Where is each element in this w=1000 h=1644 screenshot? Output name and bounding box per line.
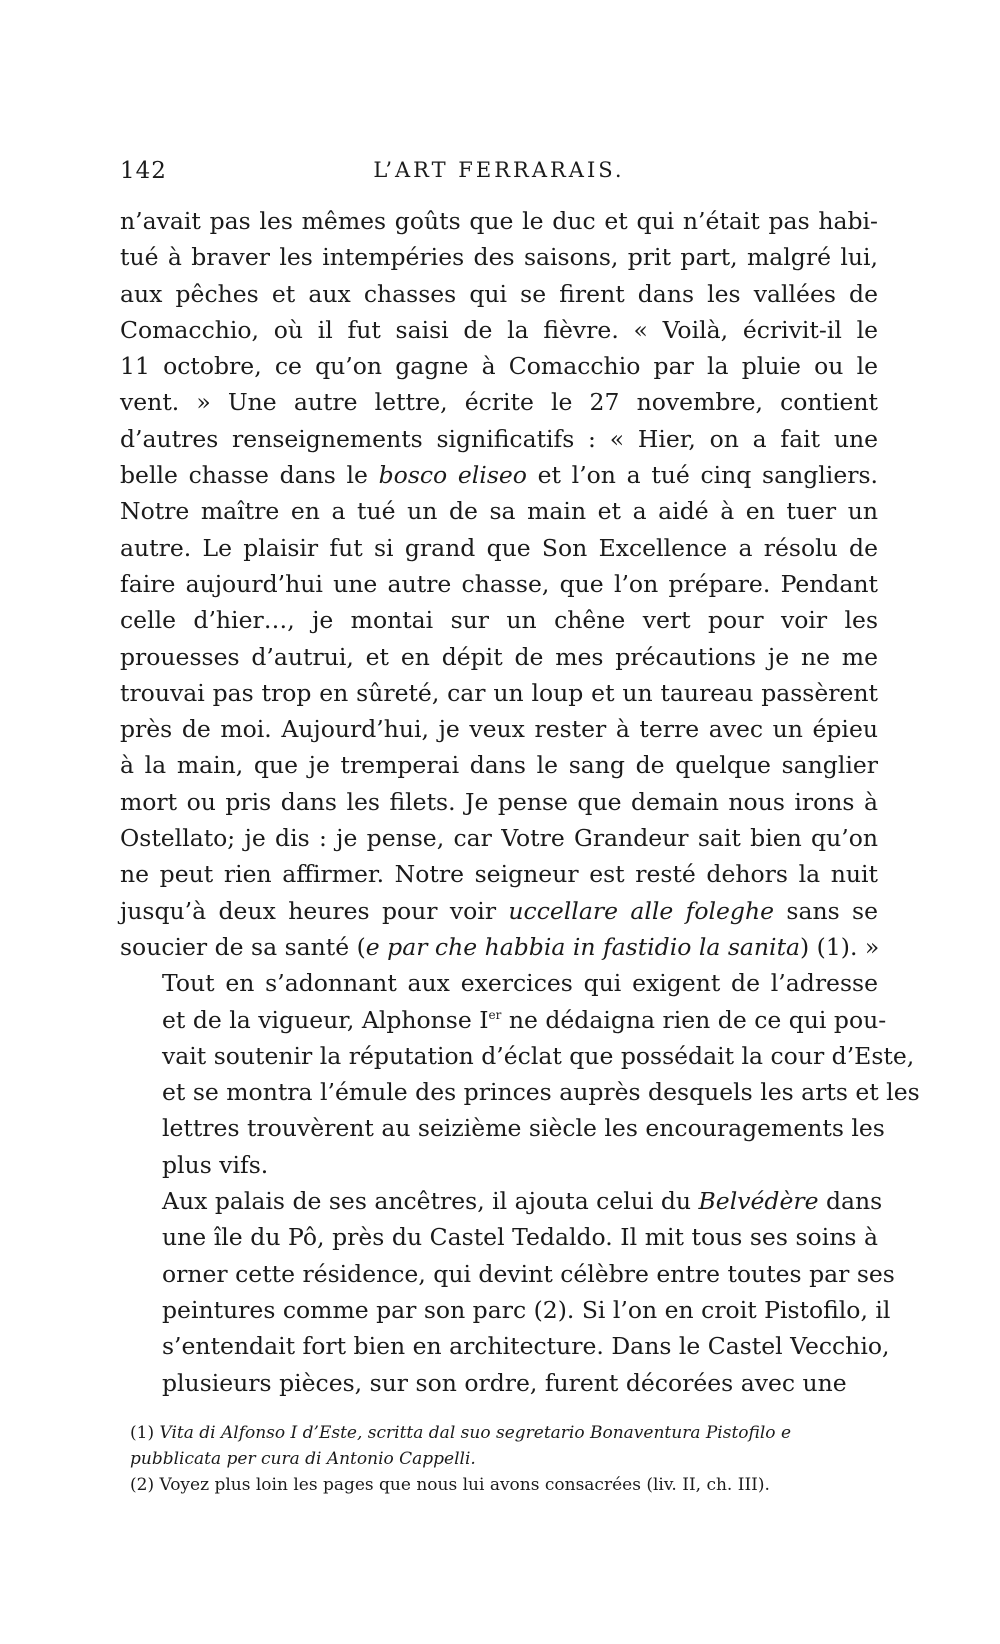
text-line: (1) Vita di Alfonso I d’Este, scritta dal suo segretario Bonaventura Pistofilo e (130, 1423, 791, 1443)
text-line: autre. Le plaisir fut si grand que Son Excellence a résolu de (120, 533, 878, 562)
body-text (120, 203, 920, 1401)
text-line: jusqu’à deux heures pour voir uccellare alle foleghe sans se (120, 896, 878, 925)
text-line: n’avait pas les mêmes goûts que le duc et qui n’était pas habi- (120, 207, 878, 235)
superscript: er (488, 1007, 502, 1022)
text-line: vent. » Une autre lettre, écrite le 27 novembre, contient (120, 388, 878, 417)
text-line: et se montra l’émule des princes auprès desquels les arts et les (162, 1078, 920, 1107)
paragraph (120, 1183, 895, 1401)
text-line: à la main, que je tremperai dans le sang de quelque sanglier (120, 751, 878, 780)
paragraph (120, 965, 920, 1183)
text-line: prouesses d’autrui, et en dépit de mes précautions je ne me (120, 642, 878, 671)
text-line: d’autres renseignements significatifs : « Hier, on a fait une (120, 424, 878, 453)
text-line: (2) Voyez plus loin les pages que nous lui avons consacrées (liv. II, ch. III). (130, 1475, 770, 1495)
page-number: 142 (120, 158, 167, 184)
text-line: plus vifs. (162, 1150, 269, 1179)
text-line: s’entendait fort bien en architecture. Dans le Castel Vecchio, (162, 1332, 890, 1361)
italic-text: e par che habbia in fastidio la sanita (365, 932, 801, 961)
footnotes (130, 1420, 878, 1498)
footnote (130, 1472, 878, 1498)
text-line: lettres trouvèrent au seizième siècle les encouragements les (162, 1114, 885, 1143)
italic-text: bosco eliseo (378, 461, 527, 490)
text-line: faire aujourd’hui une autre chasse, que l’on prépare. Pendant (120, 569, 878, 598)
italic-text: uccellare alle foleghe (508, 896, 775, 925)
text-line: celle d’hier…, je montai sur un chêne vert pour voir les (120, 606, 878, 635)
text-line: et de la vigueur, Alphonse Ier ne dédaigna rien de ce qui pou- (162, 1005, 887, 1034)
text-line: mort ou pris dans les filets. Je pense que demain nous irons à (120, 787, 878, 816)
text-line: tué à braver les intempéries des saisons, prit part, malgré lui, (120, 243, 878, 272)
text-line: Tout en s’adonnant aux exercices qui exigent de l’adresse (162, 969, 878, 998)
text-line: belle chasse dans le bosco eliseo et l’on a tué cinq sangliers. (120, 461, 878, 490)
text-line: Notre maître en a tué un de sa main et a aidé à en tuer un (120, 497, 878, 526)
italic-text: Belvédère (698, 1187, 819, 1216)
italic-text: pubblicata per cura di Antonio Cappelli. (130, 1449, 476, 1469)
paragraph (120, 203, 878, 965)
running-title: L’ART FERRARAIS. (373, 158, 625, 182)
text-line: orner cette résidence, qui devint célèbre entre toutes par ses (162, 1259, 895, 1288)
text-line: peintures comme par son parc (2). Si l’on en croit Pistofilo, il (162, 1295, 891, 1324)
text-line: plusieurs pièces, sur son ordre, furent décorées avec une (162, 1368, 847, 1397)
text-line (130, 1446, 878, 1472)
text-line: ne peut rien affirmer. Notre seigneur est resté dehors la nuit (120, 860, 878, 889)
footnote (130, 1420, 878, 1472)
text-line: aux pêches et aux chasses qui se firent dans les vallées de (120, 279, 878, 308)
text-line: près de moi. Aujourd’hui, je veux rester à terre avec un épieu (120, 715, 878, 744)
running-header (120, 158, 878, 188)
text-line: Ostellato; je dis : je pense, car Votre Grandeur sait bien qu’on (120, 824, 878, 853)
text-line: une île du Pô, près du Castel Tedaldo. Il mit tous ses soins à (162, 1223, 878, 1252)
text-line: 11 octobre, ce qu’on gagne à Comacchio par la pluie ou le (120, 352, 878, 381)
text-line: soucier de sa santé (e par che habbia in fastidio la sanita) (1). » (120, 932, 880, 961)
text-line: trouvai pas trop en sûreté, car un loup et un taureau passèrent (120, 678, 878, 707)
text-line: Aux palais de ses ancêtres, il ajouta celui du Belvédère dans (162, 1187, 883, 1216)
text-line: vait soutenir la réputation d’éclat que possédait la cour d’Este, (162, 1041, 915, 1070)
italic-text: Vita di Alfonso I d’Este, scritta dal suo segretario Bonaventura Pistofilo e (159, 1423, 791, 1443)
text-line: Comacchio, où il fut saisi de la fièvre. « Voilà, écrivit-il le (120, 315, 878, 344)
